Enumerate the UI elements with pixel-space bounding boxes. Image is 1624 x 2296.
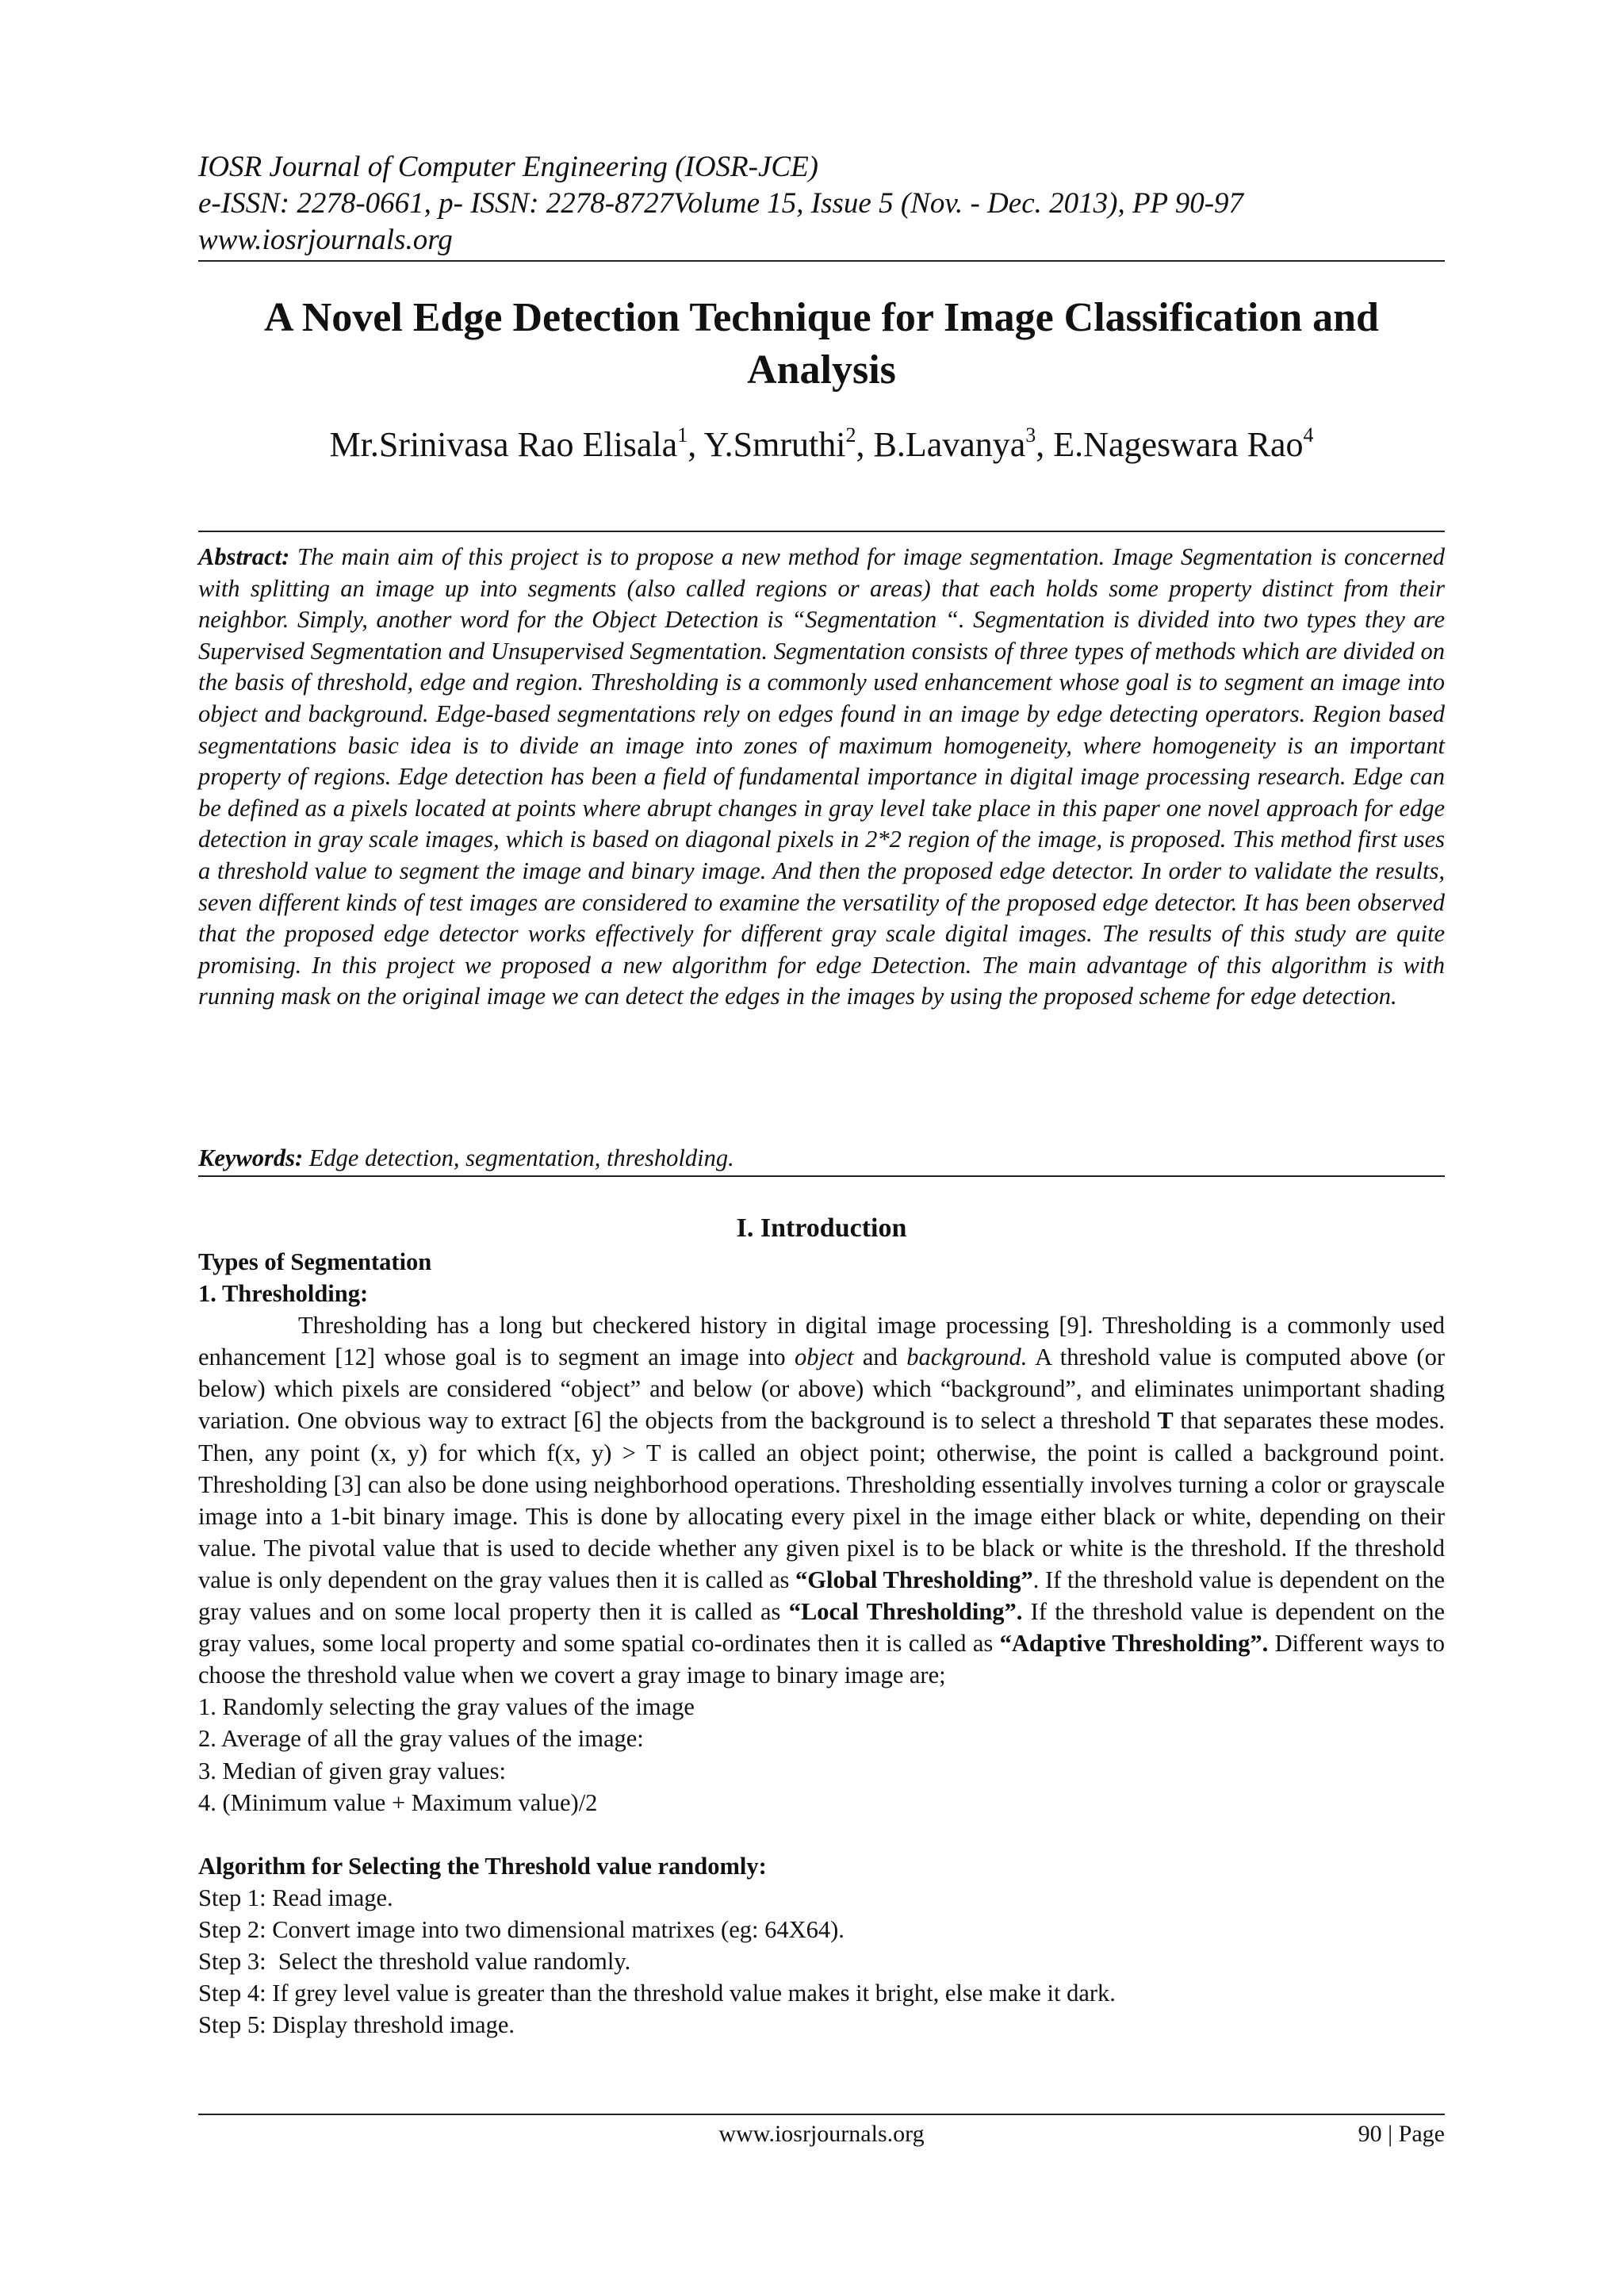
thresholding-paragraph xyxy=(198,1309,1445,1691)
footer-page-number: 90 | Page xyxy=(1358,2121,1445,2147)
author-affiliation-mark: 4 xyxy=(1303,424,1314,447)
introduction-body xyxy=(198,1246,1445,2041)
algorithm-step: Step 2: Convert image into two dimensional matrixes (eg: 64X64). xyxy=(198,1915,845,1943)
list-item: 1. Randomly selecting the gray values of the image xyxy=(198,1693,695,1721)
keywords xyxy=(198,1142,1445,1177)
keywords-label: Keywords: xyxy=(198,1144,304,1171)
footer-website: www.iosrjournals.org xyxy=(718,2121,925,2147)
author-name: Y.Smruthi xyxy=(703,425,846,464)
page-footer xyxy=(198,2114,1445,2150)
author-name: B.Lavanya xyxy=(873,425,1026,464)
author-affiliation-mark: 3 xyxy=(1025,424,1036,447)
keywords-text: Edge detection, segmentation, thresholding. xyxy=(308,1144,734,1171)
abstract-section xyxy=(198,531,1445,1013)
text-run: object xyxy=(794,1343,854,1371)
algorithm-step: Step 4: If grey level value is greater than the threshold value makes it bright, else make it dark. xyxy=(198,1980,1116,2007)
journal-website: www.iosrjournals.org xyxy=(198,224,453,256)
subheading-types-of-segmentation: Types of Segmentation xyxy=(198,1248,432,1275)
text-run: . If the threshold value is dependent on the gray values and on some local property then it is called as xyxy=(198,1566,1445,1626)
author-name: Mr.Srinivasa Rao Elisala xyxy=(329,425,678,464)
text-run: T xyxy=(1157,1407,1174,1435)
journal-issn: e-ISSN: 2278-0661, p- ISSN: 2278-8727Volume 15, Issue 5 (Nov. - Dec. 2013), PP 90-97 xyxy=(198,187,1244,220)
spacer xyxy=(198,1819,1445,1850)
author-name: E.Nageswara Rao xyxy=(1053,425,1304,464)
text-run: “Adaptive Thresholding”. xyxy=(999,1630,1269,1658)
abstract-text xyxy=(198,542,1445,1013)
text-run: and xyxy=(853,1343,907,1371)
list-item: 2. Average of all the gray values of the image: xyxy=(198,1725,644,1753)
subheading-thresholding: 1. Thresholding: xyxy=(198,1280,369,1308)
abstract-label: Abstract: xyxy=(198,543,290,570)
text-run: “Local Thresholding”. xyxy=(788,1598,1023,1626)
list-item: 4. (Minimum value + Maximum value)/2 xyxy=(198,1788,598,1816)
list-item: 3. Median of given gray values: xyxy=(198,1757,506,1784)
algorithm-step: Step 3: Select the threshold value randomly. xyxy=(198,1947,631,1975)
text-run: A threshold value is computed above (or below) which pixels are considered “object” and below (or above) which “background”, and eliminates unimportant shading variation. One obvious way to extract [6] the objects from the background is to select a threshold xyxy=(198,1343,1446,1435)
journal-name: IOSR Journal of Computer Engineering (IOSR-JCE) xyxy=(198,151,818,183)
text-run: Thresholding has a long but checkered history in digital image processing [9]. Thresholding is a commonly used enhancement [12] whose goal is to segment an image into xyxy=(198,1312,1445,1371)
subheading-algorithm: Algorithm for Selecting the Threshold value randomly: xyxy=(198,1852,767,1880)
author-affiliation-mark: 1 xyxy=(677,424,688,447)
paper-title: A Novel Edge Detection Technique for Image Classification and Analysis xyxy=(264,295,1379,393)
text-run: If the threshold value is dependent on the gray values, some local property and some spatial co-ordinates then it is called as xyxy=(198,1598,1445,1658)
algorithm-step: Step 1: Read image. xyxy=(198,1884,393,1911)
text-run: Different ways to choose the threshold value when we covert a gray image to binary image are; xyxy=(198,1630,1446,1689)
author-list: Mr.Srinivasa Rao Elisala$^1$, Y.Smruthi$^2$, B.Lavanya$^3$, E.Nageswara Rao$^4$ xyxy=(329,424,1314,464)
section-heading-introduction: I. Introduction xyxy=(736,1213,907,1243)
author-affiliation-mark: 2 xyxy=(845,424,856,447)
text-run: that separates these modes. Then, any point (x, y) for which f(x, y) > T is called an object point; otherwise, the point is called a background point. Thresholding [3] can also be done using neighborhood operations. Thresholding essentially involves turning a color or grayscale image into a 1-bit binary image. This is done by allocating every pixel in the image either black or white, depending on their value. The pivotal value that is used to decide whether any given pixel is to be black or white is the threshold. If the threshold value is only dependent on the gray values then it is called as xyxy=(198,1407,1446,1593)
text-run: “Global Thresholding” xyxy=(795,1566,1033,1593)
text-run: background. xyxy=(906,1343,1028,1371)
abstract-body: The main aim of this project is to propose a new method for image segmentation. Image Segmentation is concerned with splitting an image up into segments (also called regions or areas) that each holds some property distinct from their neighbor. Simply, another word for the Object Detection is “Segmentation “. Segmentation is divided into two types they are Supervised Segmentation and Unsupervised Segmentation. Segmentation consists of three types of methods which are divided on the basis of threshold, edge and region. Thresholding is a commonly used enhancement whose goal is to segment an image into object and background. Edge-based segmentations rely on edges found in an image by edge detecting operators. Region based segmentations basic idea is to divide an image into zones of maximum homogeneity, where homogeneity is an important property of regions. Edge detection has been a field of fundamental importance in digital image processing research. Edge can be defined as a pixels located at points where abrupt changes in gray level take place in this paper one novel approach for edge detection in gray scale images, which is based on diagonal pixels in 2*2 region of the image, is proposed. This method first uses a threshold value to segment the image and binary image. And then the proposed edge detector. In order to validate the results, seven different kinds of test images are considered to examine the versatility of the proposed edge detector. It has been observed that the proposed edge detector works effectively for different gray scale digital images. The results of this study are quite promising. In this project we proposed a new algorithm for edge Detection. The main advantage of this algorithm is with running mask on the original image we can detect the edges in the images by using the proposed scheme for edge detection. xyxy=(198,543,1445,1010)
algorithm-step: Step 5: Display threshold image. xyxy=(198,2011,515,2039)
journal-header xyxy=(198,149,1445,262)
